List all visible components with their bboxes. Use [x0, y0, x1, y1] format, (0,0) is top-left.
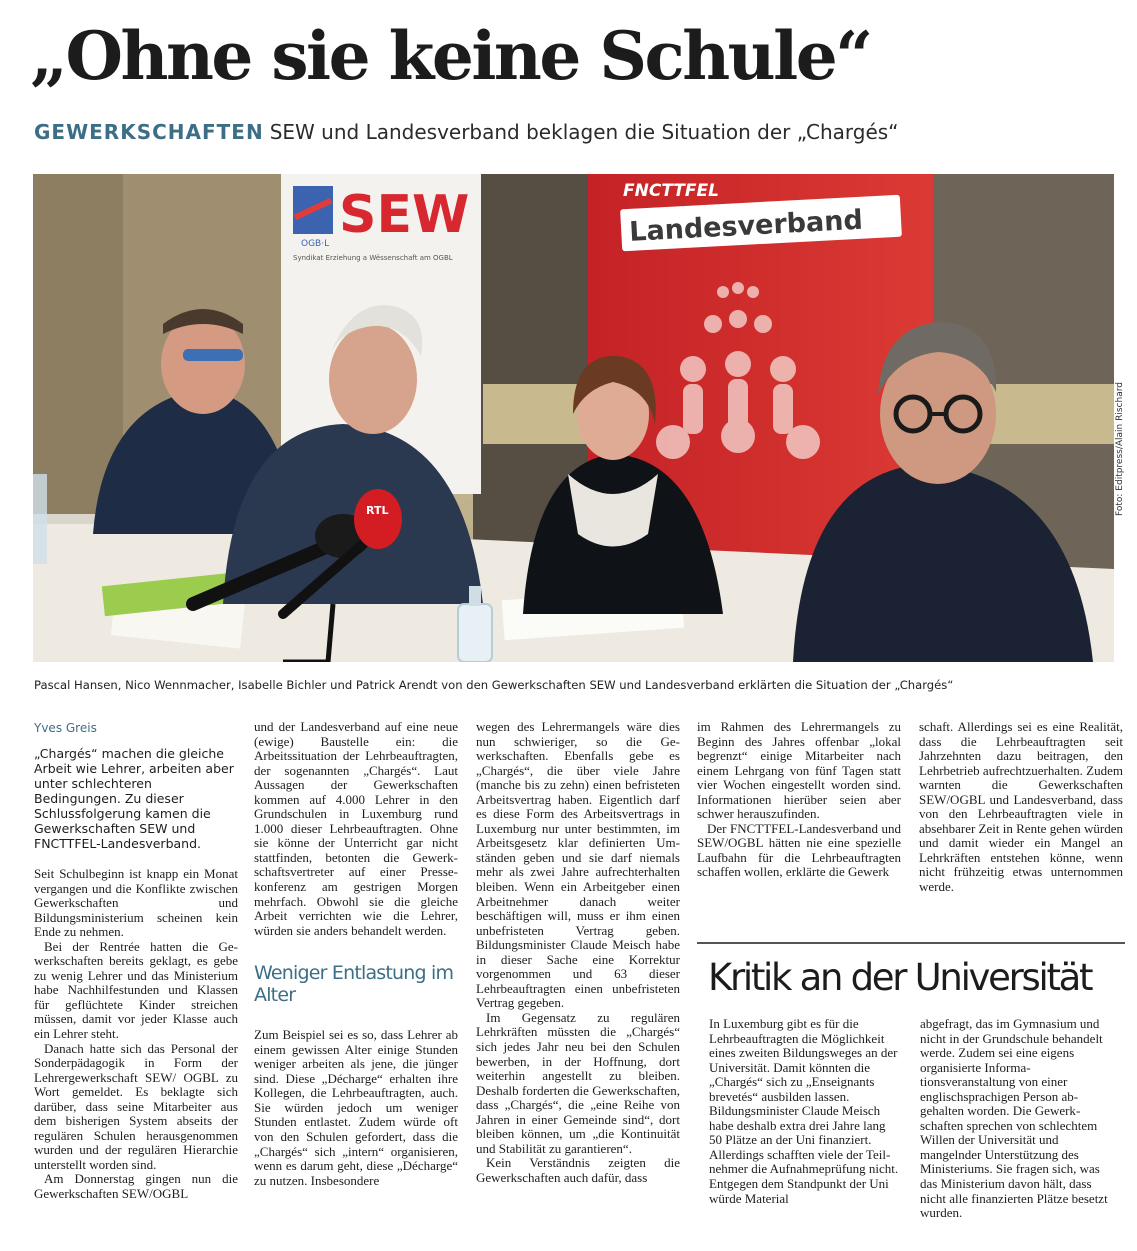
- paragraph: wegen des Lehrermangels wäre dies nun schwieriger, so die Gewerkschaften. Ebenfalls gebe es „Chargés“, die über viele Jahre (manche bis zu zehn) einen befristeten Arbeitsvertrag haben. Eigentlich darf es diese Form des Arbeitsvertrags in Luxemburg nur unter bestimmten, im Arbeitsgesetz klar definierten Umständen geben und sie darf niemals mehr als zwei Jahre aufrechterhalten bleiben. Wenn ein Arbeitgeber einen Arbeitnehmer danach weiter beschäftigen will, muss er ihm einen unbefristeten Vertrag geben. Bildungsminister Claude Meisch habe in dieser Sache eine Korrektur vorgenommen und 63 dieser Lehrbeauftragten einen unbefristeten Vertrag gegeben.: [476, 719, 680, 1011]
- lead-paragraph: „Chargés“ machen die gleiche Arbeit wie Lehrer, arbeiten aber unter schlechteren Bedingungen. Zu dieser Schlussfolgerung kamen die Gewerkschaften SEW und FNCTTFEL-Landesverband.: [34, 746, 234, 851]
- sew-logo-text: OGB·L: [301, 239, 330, 249]
- paragraph: schaft. Allerdings sei es eine Realität, dass die Lehrbeauftragten seit Jahrzehnten dazu beitragen, den Lehrbetrieb aufrechtzuerhalten. Zudem warnten die Gewerkschaften SEW/OGBL und Landesverband, dass von den Lehrbeauftragten viele in absehbarer Zeit in Rente gehen würden und damit wieder ein Mangel an Lehrkräften entstehen könne, wenn nicht frühzeitig etwas unternommen werde.: [919, 719, 1123, 895]
- paragraph: Seit Schulbeginn ist knapp ein Monat vergangen und die Konflikte zwischen Gewerkschaften und Bildungsministerium scheinen kein Ende zu nehmen.: [34, 866, 238, 940]
- column-4: [697, 720, 901, 880]
- landesverband-title: Landesverband: [628, 204, 864, 248]
- box-title: Kritik an der Universität: [708, 956, 1092, 999]
- rtl-logo: RTL: [366, 504, 389, 517]
- kicker-text: SEW und Landesverband beklagen die Situation der „Chargés“: [269, 120, 899, 144]
- paragraph: Am Donnerstag gingen nun die Gewerkschaften SEW/OGBL: [34, 1171, 238, 1202]
- water-bottle: [458, 604, 492, 662]
- paragraph: Im Gegensatz zu regulären Lehrkräften müssten die „Chargés“ sich jedes Jahr neu bei den Schulen bewerben, in der Hoffnung, dort weiterhin angestellt zu bleiben. Deshalb forderten die Gewerkschaften, dass „Chargés“, die „eine Reihe von Jahren in einer Gemeinde sind“, dort bleiben können, um „die Kontinuität und Stabilität zu garantieren“.: [476, 1009, 680, 1156]
- photo-credit: Foto: Editpress/Alain Rischard: [1115, 382, 1125, 516]
- column-2: [254, 720, 458, 1188]
- headline: „Ohne sie keine Schule“: [30, 17, 871, 95]
- paragraph: im Rahmen des Lehrermangels zu Beginn des Jahres offenbar „lokal begrenzt“ einige Mitarbeiter nach einem Lehrgang von fünf Tagen statt vier Wochen eingestellt worden sind. Informationen hierüber seien aber schwer herauszufinden.: [697, 719, 901, 822]
- paragraph: In Luxemburg gibt es für die Lehrbeauftragten die Möglichkeit eines zweiten Bildungsweges an der Universität. Damit könnten die „Chargés“ sich zu „Enseignants brevetés“ ausbilden lassen. Bildungsminister Claude Meisch habe deshalb extra drei Jahre lang 50 Plätze an der Uni finanziert. Allerdings schafften viele der Teilnehmer die Aufnahmeprüfung nicht. Entgegen dem Standpunkt der Uni würde Material: [709, 1016, 899, 1206]
- press-photo: [33, 174, 1114, 662]
- paragraph: Kein Verständnis zeigten die Gewerkschaften auch dafür, dass: [476, 1155, 680, 1185]
- box-divider: [697, 942, 1125, 944]
- sew-title: SEW: [339, 185, 470, 245]
- column-5: [919, 720, 1123, 895]
- paragraph: abgefragt, das im Gymnasium und nicht in der Grundschule behandelt werde. Zudem sei eine eigens organisierte Informationsveranstaltung von einer englischsprachigen Person abgehalten worden. Die Gewerkschaften sprechen von schlechtem Willen der Universität und mangelnder Unterstützung des Ministeriums. Sie fragen sich, was das Ministerium davon hält, dass nicht alle finanzierten Plätze besetzt wurden.: [920, 1016, 1108, 1221]
- kicker-tag: GEWERKSCHAFTEN: [34, 120, 264, 144]
- fncttfel-text: FNCTTFEL: [623, 181, 719, 201]
- paragraph: und der Landesverband auf eine neue (ewige) Baustelle ein: die Arbeitssituation der Lehrbeauftragten, der sogenannten „Chargés“. Laut Aussagen der Gewerkschaften kommen auf 4.000 Lehrer in den Grundschulen in Luxemburg rund 1.000 dieser Lehrbeauftragten. Ohne sie könne der Unterricht gar nicht stattfinden, betonten die Gewerkschaftsvertreter auf einer Pressekonferenz am gestrigen Morgen mehrfach. Obwohl sie die gleiche Arbeit verrichten wie die Lehrer, würden sie anders behandelt werden.: [254, 719, 458, 938]
- column-1: [34, 720, 238, 1202]
- photo-caption: Pascal Hansen, Nico Wennmacher, Isabelle Bichler und Patrick Arendt von den Gewerkschaften SEW und Landesverband erklärten die Situation der „Chargés“: [34, 678, 954, 692]
- box-column-2: [920, 1017, 1110, 1221]
- paragraph: Der FNCTTFEL-Landesverband und SEW/OGBL hätten nie eine spezielle Laufbahn für die Lehrbeauftragten schaffen wollen, erklärte die Gewerk: [697, 820, 901, 880]
- box-column-1: [709, 1017, 899, 1206]
- subheading: Weniger Entlastung im Alter: [254, 962, 454, 1007]
- sew-subtitle: Syndikat Erziehung a Wëssenschaft am OGBL: [293, 254, 453, 262]
- kicker: [34, 118, 1114, 146]
- paragraph: Zum Beispiel sei es so, dass Lehrer ab einem gewissen Alter einige Stunden weniger arbeiten als jene, die jünger sind. Diese „Décharge“ erhalten ihre Kollegen, die Lehrbeauftragten, auch. Sie würden jedoch um weniger Stunden entlastet. Zudem würde oft von den Schulen gefordert, dass die „Chargés“ sich „intern“ organisieren, wenn es darum geht, diese „Décharge“ zu nutzen. Insbesondere: [254, 1027, 458, 1188]
- column-3: [476, 720, 680, 1186]
- author: Yves Greis: [34, 721, 97, 735]
- paragraph: Bei der Rentrée hatten die Gewerkschaften bereits geklagt, es gebe zu wenig Lehrer und das Ministerium habe Nachhilfestunden und Klassen für geflüchtete Kinder streichen müssen, damit vor jeder Klasse auch ein Lehrer steht.: [34, 938, 238, 1042]
- paragraph: Danach hatte sich das Personal der Sonderpädagogik in Form der Lehrergewerkschaft SEW/ OGBL zu Wort gemeldet. Es beklagte sich darüber, dass seine Mitarbeiter aus dem bisherigen System abseits der regulären Schulen herausgenommen wurden und der regulären Hierarchie unterstellt worden sind.: [34, 1040, 238, 1172]
